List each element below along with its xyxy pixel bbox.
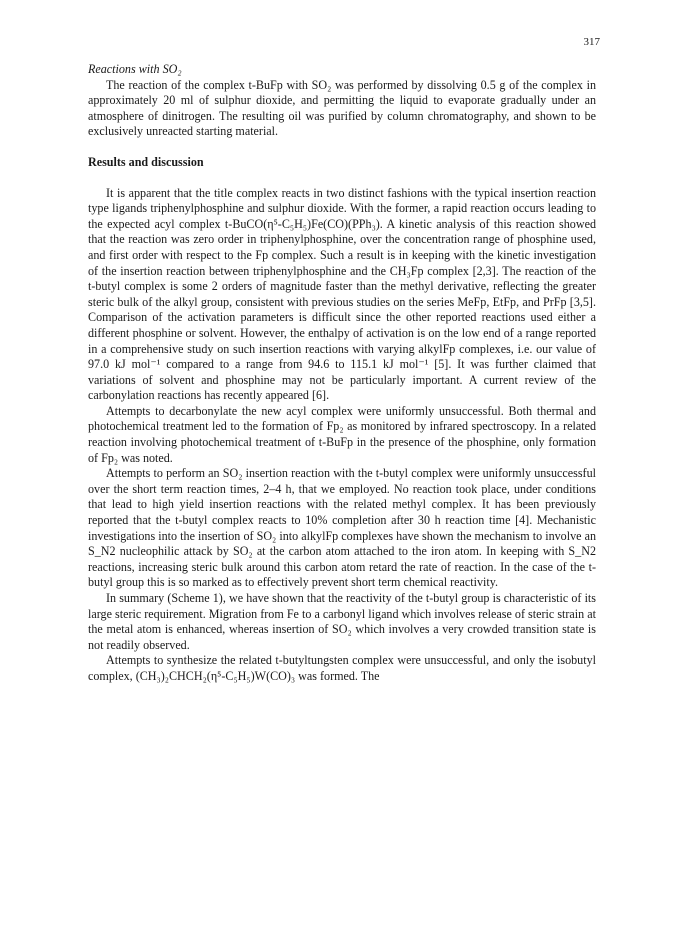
page-number: 317 [583, 36, 600, 48]
section-title-results: Results and discussion [88, 154, 204, 169]
subsection-title-reactions-so2: Reactions with SO₂ [88, 62, 182, 76]
paper-body [88, 62, 596, 685]
paragraph-results-3: Attempts to perform an SO₂ insertion reaction with the t-butyl complex were uniformly unsuccessful over the short term reaction times, 2–4 h, that we employed. No reaction took place, under conditions that lead to high yield insertion reactions with the related methyl complex. It has been previously reported that the t-butyl complex reacts to 10% completion after 30 h reaction time [4]. Mechanistic investigations into the insertion of SO₂ into alkylFp complexes have shown the mechanism to involve an S_N2 nucleophilic attack by SO₂ at the carbon atom attached to the iron atom. In keeping with S_N2 reactions, increasing steric bulk around this carbon atom retard the rate of reaction. In the case of the t-butyl group this is so marked as to effectively prevent short term chemical reactivity. [88, 466, 596, 590]
paragraph-results-2: Attempts to decarbonylate the new acyl complex were uniformly unsuccessful. Both thermal and photochemical treatment led to the formation of Fp₂ as monitored by infrared spectroscopy. In a related reaction involving photochemical treatment of t-BuFp in the presence of the phosphine, only formation of Fp₂ was noted. [88, 403, 596, 465]
paragraph-results-5: Attempts to synthesize the related t-butyltungsten complex were unsuccessful, and only the isobutyl complex, (CH₃)₂CHCH₂(η⁵-C₅H₅)W(CO)₃ was formed. The [88, 653, 596, 683]
paragraph-reactions-so2: The reaction of the complex t-BuFp with SO₂ was performed by dissolving 0.5 g of the complex in approximately 20 ml of sulphur dioxide, and permitting the liquid to evaporate gradually under an atmosphere of dinitrogen. The resulting oil was purified by column chromatography, and shown to be exclusively unreacted starting material. [88, 77, 596, 139]
paragraph-results-1: It is apparent that the title complex reacts in two distinct fashions with the typical insertion reaction type ligands triphenylphosphine and sulphur dioxide. With the former, a rapid reaction occurs leading to the expected acyl complex t-BuCO(η⁵-C₅H₅)Fe(CO)(PPh₃). A kinetic analysis of this reaction showed that the reaction was zero order in triphenylphosphine, over the concentration range of phosphine used, and first order with respect to the Fp complex. Such a result is in keeping with the kinetic investigation of the insertion reaction between triphenylphosphine and the CH₃Fp complex [2,3]. The reaction of the t-butyl complex is some 2 orders of magnitude faster than the methyl derivative, reflecting the greater steric bulk of the alkyl group, consistent with previous studies on the series MeFp, EtFp, and PrFp [3,5]. Comparison of the activation parameters is difficult since the other reported reactions used either a different phosphine or solvent. However, the enthalpy of activation is on the low end of a range reported in a comprehensive study on such insertion reactions with varying alkylFp complexes, i.e. our value of 97.0 kJ mol⁻¹ compared to a range from 94.6 to 115.1 kJ mol⁻¹ [5]. It was further claimed that variations of solvent and phosphine may not be particularly important. A current review of the carbonylation reactions has recently appeared [6]. [88, 185, 596, 403]
paragraph-results-4: In summary (Scheme 1), we have shown that the reactivity of the t-butyl group is characteristic of its large steric requirement. Migration from Fe to a carbonyl ligand which involves release of steric strain at the metal atom is enhanced, whereas insertion of SO₂ which involves a very crowded transition state is not readily observed. [88, 591, 596, 652]
